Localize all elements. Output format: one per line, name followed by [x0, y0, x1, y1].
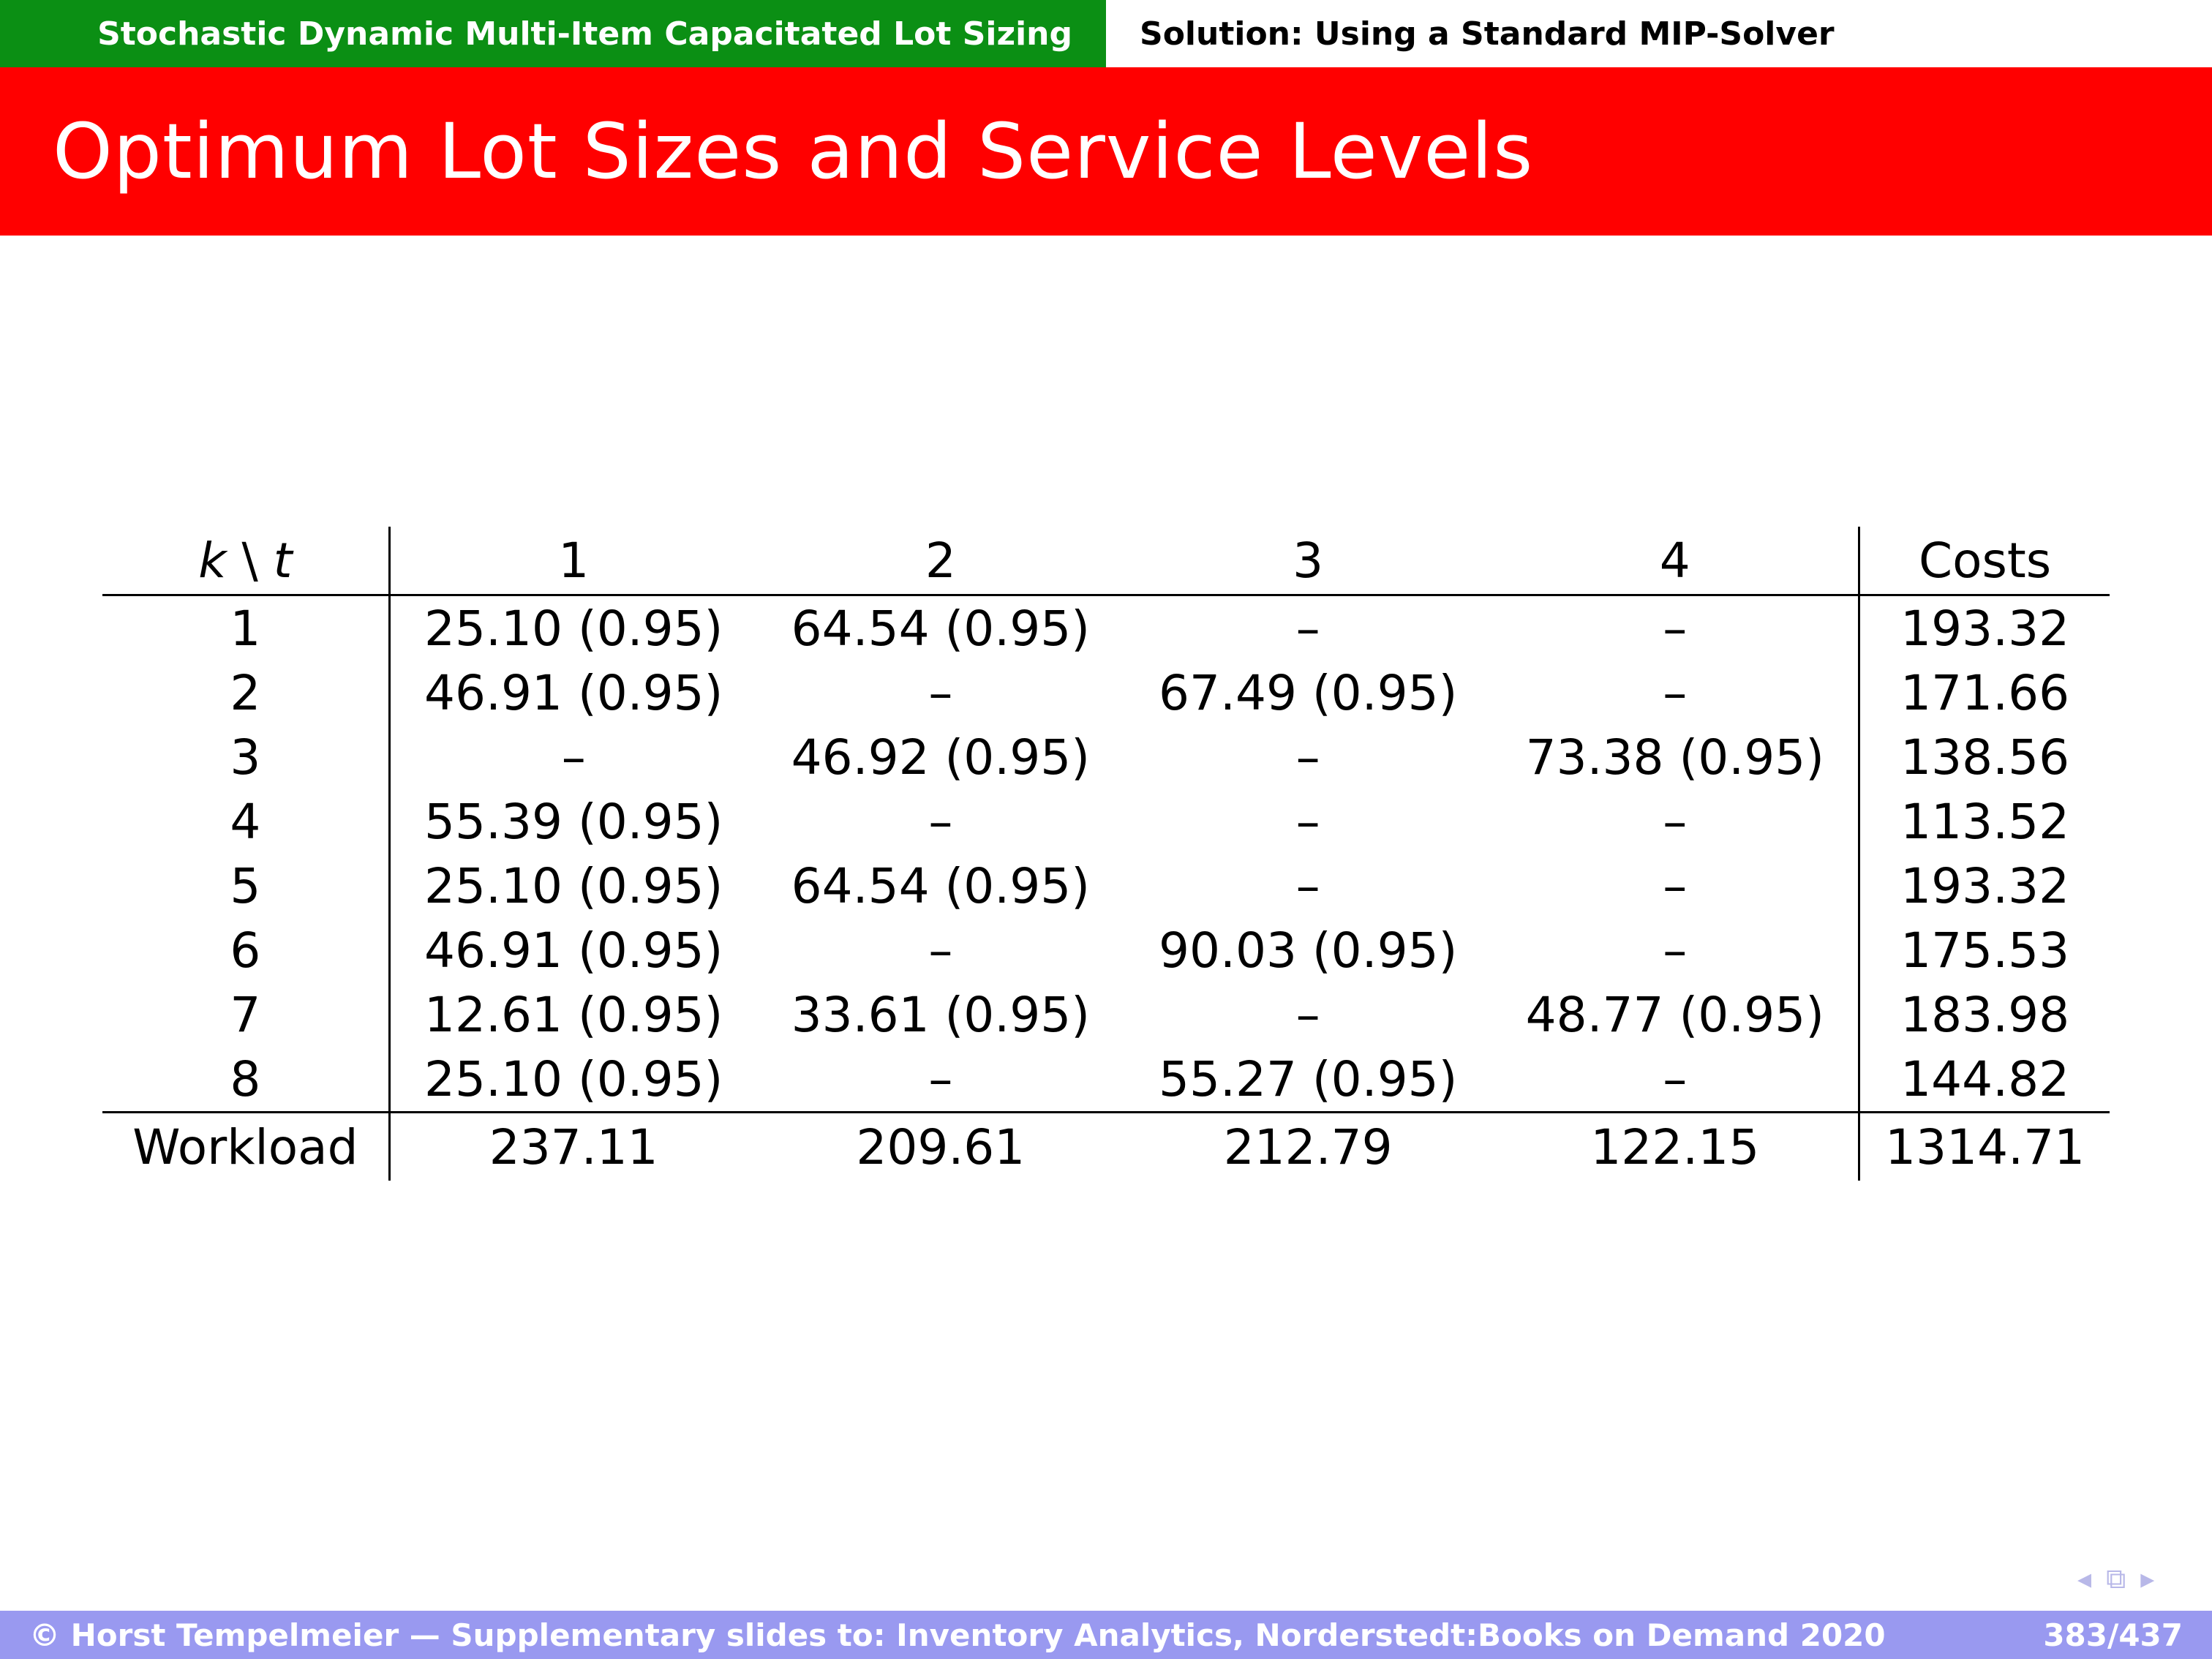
- slide-navigation: [2077, 1562, 2154, 1595]
- table-cell: –: [1663, 793, 1688, 850]
- table-cell: 67.49 (0.95): [1158, 664, 1458, 721]
- nav-next-icon[interactable]: ▸: [2140, 1562, 2155, 1595]
- cost-cell: 113.52: [1859, 789, 2110, 854]
- copyright-icon: ©: [29, 1617, 60, 1653]
- corner-t: t: [273, 532, 293, 589]
- page-number: 383/437: [2043, 1617, 2183, 1653]
- subsection-title-text: Solution: Using a Standard MIP-Solver: [1140, 15, 1835, 53]
- workload-label: Workload: [102, 1113, 389, 1181]
- item-index: 1: [230, 600, 261, 657]
- table-row: [102, 854, 2110, 918]
- table-row: [102, 595, 2110, 661]
- table-cell: 25.10 (0.95): [389, 1047, 756, 1113]
- total-cost-cell: 1314.71: [1859, 1113, 2110, 1181]
- period-header: 2: [757, 527, 1124, 595]
- table-cell: 12.61 (0.95): [389, 982, 756, 1047]
- table-cell: –: [1295, 793, 1320, 850]
- item-index: 8: [230, 1050, 261, 1107]
- table-cell: –: [1663, 1050, 1688, 1107]
- table-header-row: [102, 527, 2110, 595]
- table-row: [102, 789, 2110, 854]
- item-index: 6: [230, 922, 261, 979]
- corner-separator: \: [241, 532, 258, 589]
- cost-cell: 144.82: [1859, 1047, 2110, 1113]
- table-cell: –: [389, 725, 756, 789]
- table-cell: 46.92 (0.95): [791, 729, 1090, 786]
- table-row: [102, 918, 2110, 982]
- table-cell: –: [1295, 729, 1320, 786]
- workload-cell: 237.11: [389, 1113, 756, 1181]
- subsection-title[interactable]: [1106, 0, 2212, 67]
- footer-bar: [0, 1611, 2212, 1659]
- workload-cell: 122.15: [1491, 1113, 1859, 1181]
- table-cell: –: [928, 793, 953, 850]
- results-table-container: [102, 527, 2110, 1181]
- section-title[interactable]: [0, 0, 1106, 67]
- table-cell: 90.03 (0.95): [1158, 922, 1458, 979]
- workload-cell: 212.79: [1124, 1113, 1491, 1181]
- table-cell: –: [928, 1050, 953, 1107]
- cost-cell: 138.56: [1859, 725, 2110, 789]
- item-index: 2: [230, 664, 261, 721]
- footer-credit: [29, 1617, 2043, 1653]
- table-row: [102, 982, 2110, 1047]
- cost-cell: 175.53: [1859, 918, 2110, 982]
- cost-cell: 193.32: [1859, 595, 2110, 661]
- table-cell: –: [1295, 857, 1320, 914]
- header-bar: [0, 0, 2212, 67]
- cost-cell: 183.98: [1859, 982, 2110, 1047]
- corner-k: k: [198, 532, 227, 589]
- item-index: 5: [230, 857, 261, 914]
- item-index: 4: [230, 793, 261, 850]
- table-cell: 64.54 (0.95): [791, 600, 1090, 657]
- cost-cell: 171.66: [1859, 661, 2110, 725]
- table-cell: 25.10 (0.95): [389, 854, 756, 918]
- results-table: [102, 527, 2110, 1181]
- slide-title: Optimum Lot Sizes and Service Levels: [53, 107, 1534, 196]
- table-row: [102, 1047, 2110, 1113]
- table-cell: –: [1295, 600, 1320, 657]
- cost-cell: 193.32: [1859, 854, 2110, 918]
- item-index: 7: [230, 986, 261, 1043]
- period-header: 1: [389, 527, 756, 595]
- table-cell: 48.77 (0.95): [1525, 986, 1824, 1043]
- table-cell: –: [1295, 986, 1320, 1043]
- table-cell: 25.10 (0.95): [389, 595, 756, 661]
- period-header: 4: [1491, 527, 1859, 595]
- table-cell: –: [1663, 922, 1688, 979]
- nav-prev-icon[interactable]: ◂: [2077, 1562, 2092, 1595]
- section-title-text: Stochastic Dynamic Multi-Item Capacitated Lot Sizing: [97, 15, 1072, 53]
- corner-header: [102, 527, 389, 595]
- table-cell: –: [1663, 664, 1688, 721]
- table-cell: –: [928, 664, 953, 721]
- title-bar: [0, 67, 2212, 236]
- table-row: [102, 725, 2110, 789]
- table-cell: –: [928, 922, 953, 979]
- nav-frame-icon[interactable]: ⧉: [2106, 1562, 2126, 1595]
- table-cell: –: [1663, 857, 1688, 914]
- table-cell: 55.39 (0.95): [389, 789, 756, 854]
- table-cell: 46.91 (0.95): [389, 661, 756, 725]
- workload-row: [102, 1113, 2110, 1181]
- workload-cell: 209.61: [757, 1113, 1124, 1181]
- table-cell: 55.27 (0.95): [1158, 1050, 1458, 1107]
- table-cell: –: [1663, 600, 1688, 657]
- table-cell: 73.38 (0.95): [1525, 729, 1824, 786]
- item-index: 3: [230, 729, 261, 786]
- costs-header: Costs: [1859, 527, 2110, 595]
- table-cell: 64.54 (0.95): [791, 857, 1090, 914]
- table-row: [102, 661, 2110, 725]
- period-header: 3: [1124, 527, 1491, 595]
- footer-text: Horst Tempelmeier — Supplementary slides to: Inventory Analytics, Norderstedt:Books on Demand 2020: [70, 1617, 1886, 1653]
- table-cell: 46.91 (0.95): [389, 918, 756, 982]
- table-cell: 33.61 (0.95): [791, 986, 1090, 1043]
